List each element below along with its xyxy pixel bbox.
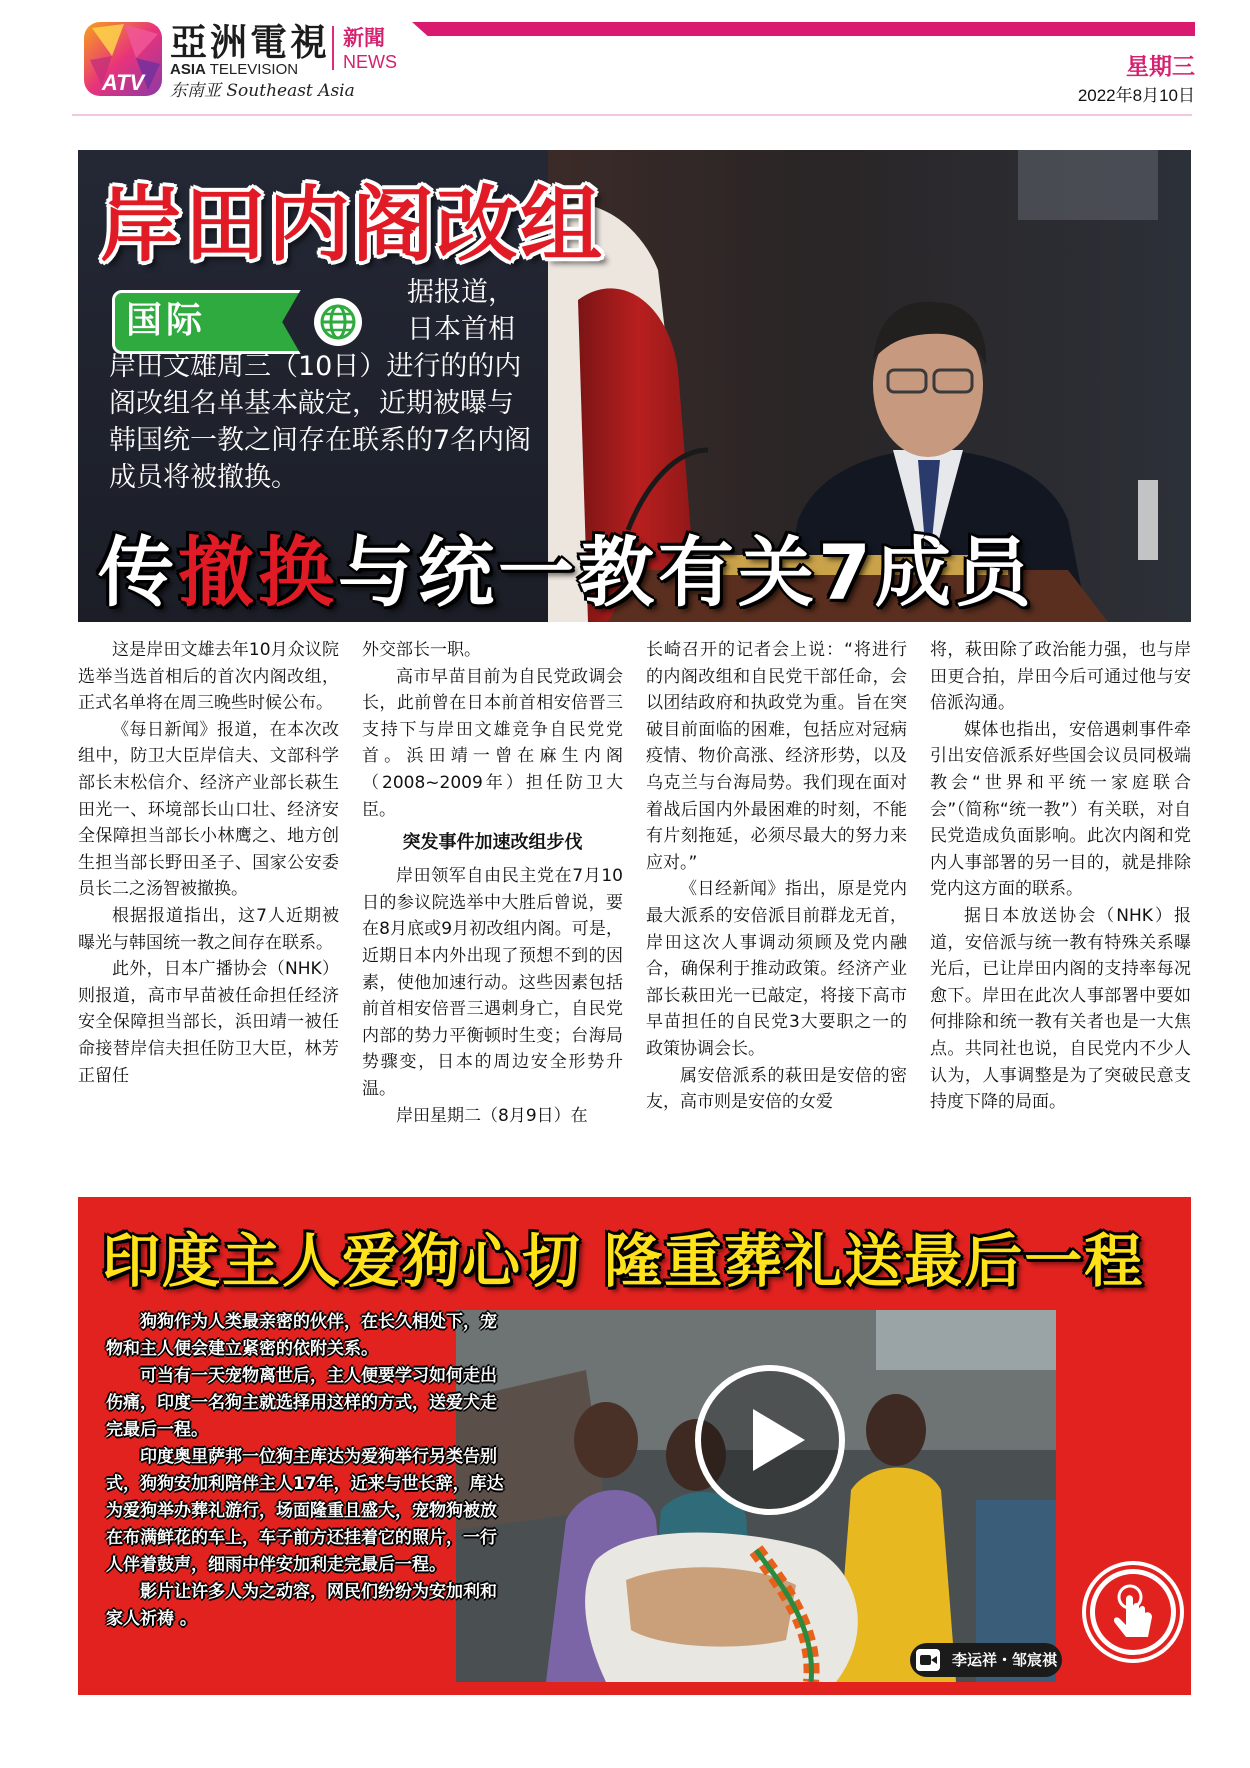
hero-subtitle-pre: 传: [98, 528, 178, 617]
article-column-1: [78, 637, 339, 1089]
header-accent-bar: [412, 22, 1195, 36]
feature-text: [106, 1309, 506, 1633]
hero-subtitle-highlight: 撤换: [178, 528, 338, 617]
brand-region: 东南亚 Southeast Asia: [170, 81, 355, 101]
paragraph: 外交部长一职。: [362, 640, 481, 660]
masthead: [0, 0, 1250, 120]
paragraph: 《日经新闻》指出，原是党内最大派系的安倍派目前群龙无首，岸田这次人事调动须顾及党内融合，确保利于推动政策。经济产业部长萩田光一已敲定，将接下高市早苗担任的自民党3大要职之一的政策协调会长。: [646, 879, 907, 1059]
hero-title: 岸田内阁改组: [100, 178, 605, 273]
hero-lead-body: 岸田文雄周三（10日）进行的的内阁改组名单基本敲定，近期被曝与韩国统一教之间存在联系的7名内阁成员将被撤换。: [109, 351, 532, 493]
paragraph: 狗狗作为人类最亲密的伙伴，在长久相处下，宠物和主人便会建立紧密的依附关系。: [106, 1312, 497, 1359]
play-button[interactable]: [695, 1365, 845, 1515]
hero-banner: [78, 150, 1191, 622]
play-icon: [701, 1371, 839, 1509]
feature-title: 印度主人爱狗心切 隆重葬礼送最后一程: [102, 1227, 1145, 1295]
brand-divider: [332, 26, 334, 70]
paragraph: 岸田领军自由民主党在7月10日的参议院选举中大胜后曾说，要在8月底或9月初改组内阁。可是，近期日本内外出现了预想不到的因素，使他加速行动。这些因素包括前首相安倍晋三遇刺身亡，自民党内部的势力平衡顿时生变；台海局势骤变，日本的周边安全形势升温。: [362, 866, 623, 1099]
header-divider: [72, 114, 1192, 116]
paragraph: 《每日新闻》报道，在本次改组中，防卫大臣岸信夫、文部科学部长末松信介、经济产业部长萩生田光一、环境部长山口壮、经济安全保障担当部长小林鹰之、地方创生担当部长野田圣子、国家公安委员长二之汤智被撤换。: [78, 719, 339, 900]
issue-date: 2022年8月10日: [1077, 86, 1195, 105]
article-column-4: [930, 637, 1191, 1116]
brand-name-en: [170, 62, 298, 78]
brand-name-cn: 亞洲電視: [170, 20, 330, 64]
paragraph: 长崎召开的记者会上说：“将进行的内阁改组和自民党干部任命，会以团结政府和执政党为重。旨在突破目前面临的困难，包括应对冠病疫情、物价高涨、经济形势，以及乌克兰与台海局势。我们现在面对着战后国内外最困难的时刻，不能有片刻拖延，必须尽最大的努力来应对。”: [646, 640, 907, 873]
category-tag-label: 国际: [126, 300, 207, 341]
news-label-cn: 新聞: [343, 26, 385, 50]
article-column-2: [362, 637, 623, 1129]
hero-subtitle-post: 与统一教有关7成员: [338, 528, 1035, 617]
paragraph: 据日本放送协会（NHK）报道，安倍派与统一教有特殊关系曝光后，已让岸田内阁的支持率每况愈下。岸田在此次人事部署中要如何排除和统一教有关者也是一大焦点。共同社也说，自民党内不少人认为，人事调整是为了突破民意支持度下降的局面。: [930, 905, 1191, 1113]
paragraph: 印度奥里萨邦一位狗主库达为爱狗举行另类告别式，狗狗安加利陪伴主人17年，近来与世长辞，库达为爱狗举办葬礼游行，场面隆重且盛大，宠物狗被放在布满鲜花的车上，车子前方还挂着它的照片，一行人伴着鼓声，细雨中伴安加利走完最后一程。: [106, 1447, 504, 1575]
paragraph: 属安倍派系的萩田是安倍的密友，高市则是安倍的女爱: [646, 1065, 907, 1113]
article-subhead: 突发事件加速改组步伐: [402, 832, 583, 854]
paragraph: 将，萩田除了政治能力强，也与岸田更合拍，岸田今后可通过他与安倍派沟通。: [930, 640, 1191, 714]
paragraph: 岸田星期二（8月9日）在: [396, 1105, 588, 1126]
logo-text: ATV: [101, 70, 145, 95]
paragraph: 高市早苗目前为自民党政调会长，此前曾在日本前首相安倍晋三支持下与岸田文雄竞争自民党党首。浜田靖一曾在麻生内阁（2008~2009年）担任防卫大臣。: [362, 666, 623, 820]
weekday: 星期三: [1126, 54, 1195, 80]
tap-to-play-icon[interactable]: [1080, 1559, 1186, 1665]
news-label-en: NEWS: [343, 52, 397, 72]
article-body: [78, 637, 1191, 1177]
paragraph: 影片让许多人为之动容，网民们纷纷为安加利和家人祈祷 。: [106, 1582, 497, 1629]
article-column-3: [646, 637, 907, 1116]
brand-name-en-bold: ASIA: [170, 61, 206, 78]
video-camera-icon: [916, 1649, 940, 1671]
hero-subtitle: [98, 528, 1178, 618]
atv-logo-icon: [82, 20, 164, 100]
paragraph: 此外，日本广播协会（NHK）则报道，高市早苗被任命担任经济安全保障担当部长，浜田靖一被任命接替岸信夫担任防卫大臣，林芳正留任: [78, 959, 339, 1086]
hero-lead-line-2: 日本首相: [407, 314, 515, 345]
paragraph: 媒体也指出，安倍遇刺事件牵引出安倍派系好些国会议员同极端教会“世界和平统一家庭联合会”（简称“统一教”）有关联，对自民党造成负面影响。此次内阁和党内人事部署的另一目的，就是排除党内这方面的联系。: [930, 719, 1191, 900]
video-credit: 李运祥・邹宸祺: [910, 1643, 1062, 1677]
paragraph: 根据报道指出，这7人近期被曝光与韩国统一教之间存在联系。: [78, 905, 339, 953]
paragraph: 可当有一天宠物离世后，主人便要学习如何走出伤痛，印度一名狗主就选择用这样的方式，送爱犬走完最后一程。: [106, 1366, 497, 1440]
paragraph: 这是岸田文雄去年10月众议院选举当选首相后的首次内阁改组，正式名单将在周三晚些时候公布。: [78, 640, 339, 714]
brand-name-en-rest: TELEVISION: [205, 61, 299, 78]
hero-lead-line-1: 据报道，: [407, 277, 515, 308]
feature-video-story: [78, 1197, 1191, 1695]
hero-lead: [109, 274, 539, 496]
